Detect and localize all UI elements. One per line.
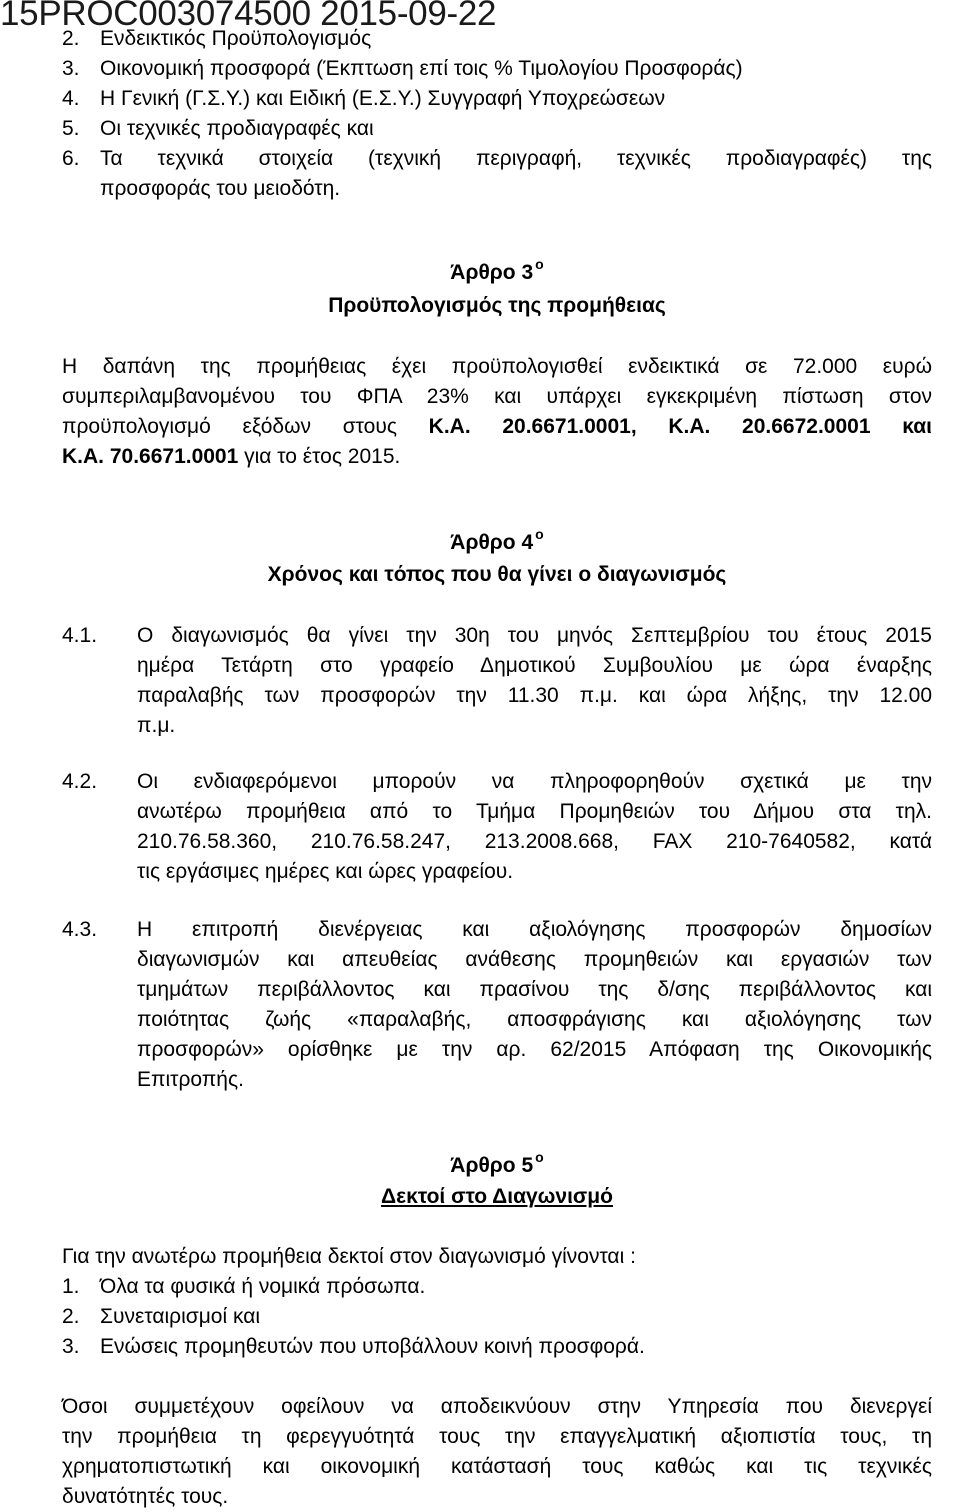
paragraph-4-1 bbox=[137, 621, 932, 741]
paragraph-number: 4.3. bbox=[62, 918, 98, 941]
paragraph-line: Ο διαγωνισμός θα γίνει την 30η του μηνός Σεπτεμβρίου του έτους 2015 bbox=[137, 624, 932, 647]
article-3-heading: Άρθρο 3 $^o$ bbox=[450, 256, 544, 284]
document-stamp: 15PROC003074500 2015-09-22 bbox=[0, 0, 497, 33]
list-item bbox=[62, 1272, 932, 1302]
paragraph-line: Επιτροπής. bbox=[137, 1068, 244, 1091]
paragraph-line: χρηματοπιστωτική και οικονομική κατάστασή τους καθώς και τις τεχνικές bbox=[62, 1455, 932, 1478]
article-5-list bbox=[62, 1272, 932, 1362]
paragraph-line: προϋπολογισμό εξόδων στους Κ.Α. 20.6671.0001, Κ.Α. 20.6672.0001 και bbox=[62, 415, 932, 438]
list-item-text: προσφοράς του μειοδότη. bbox=[100, 177, 341, 200]
paragraph-4-2 bbox=[137, 767, 932, 887]
list-item bbox=[62, 1302, 932, 1332]
list-item-text: Ενώσεις προμηθευτών που υποβάλλουν κοινή προσφορά. bbox=[100, 1335, 645, 1358]
article-5-heading: Άρθρο 5 $^o$ bbox=[450, 1149, 544, 1177]
paragraph-line: διαγωνισμών και απευθείας ανάθεσης προμηθειών και εργασιών των bbox=[137, 948, 932, 971]
list-item bbox=[62, 144, 932, 204]
paragraph-line: Η δαπάνη της προμήθειας έχει προϋπολογισθεί ενδεικτικά σε 72.000 ευρώ bbox=[62, 355, 932, 378]
list-item bbox=[62, 114, 932, 144]
list-item-text: Συνεταιρισμοί και bbox=[100, 1305, 261, 1328]
list-item-number: 3. bbox=[62, 57, 80, 80]
list-item bbox=[62, 1332, 932, 1362]
list-item-text: Ενδεικτικός Προϋπολογισμός bbox=[100, 27, 372, 50]
list-item bbox=[62, 84, 932, 114]
paragraph-line: Όσοι συμμετέχουν οφείλουν να αποδεικνύουν στην Υπηρεσία που διενεργεί bbox=[62, 1395, 932, 1418]
article-4-title: Χρόνος και τόπος που θα γίνει ο διαγωνισμός bbox=[267, 563, 727, 586]
paragraph-line: τμημάτων περιβάλλοντος και πρασίνου της δ/σης περιβάλλοντος και bbox=[137, 978, 932, 1001]
list-item-number: 3. bbox=[62, 1335, 80, 1358]
paragraph-4-3 bbox=[137, 915, 932, 1095]
paragraph-line: ποιότητας ζωής «παραλαβής, αποσφράγισης και αξιολόγησης των bbox=[137, 1008, 932, 1031]
article-5-closing bbox=[62, 1392, 932, 1512]
article-5-title: Δεκτοί στο Διαγωνισμό bbox=[381, 1185, 613, 1208]
list-item-number: 2. bbox=[62, 1305, 80, 1328]
article-3-title: Προϋπολογισμός της προμήθειας bbox=[328, 294, 666, 317]
list-item-text: Τα τεχνικά στοιχεία (τεχνική περιγραφή, τεχνικές προδιαγραφές) της bbox=[100, 147, 932, 170]
paragraph-line: Οι ενδιαφερόμενοι μπορούν να πληροφορηθούν σχετικά με την bbox=[137, 770, 932, 793]
list-item-text: Όλα τα φυσικά ή νομικά πρόσωπα. bbox=[100, 1275, 426, 1298]
paragraph-line: ημέρα Τετάρτη στο γραφείο Δημοτικού Συμβουλίου με ώρα έναρξης bbox=[137, 654, 932, 677]
paragraph-line: την προμήθεια τη φερεγγυότητά τους την επαγγελματική αξιοπιστία τους, τη bbox=[62, 1425, 932, 1448]
paragraph-number: 4.1. bbox=[62, 624, 98, 647]
paragraph-line: 210.76.58.360, 210.76.58.247, 213.2008.668, FAX 210-7640582, κατά bbox=[137, 830, 932, 853]
paragraph-line: τις εργάσιμες ημέρες και ώρες γραφείου. bbox=[137, 860, 514, 883]
paragraph-number: 4.2. bbox=[62, 770, 98, 793]
article-4-heading: Άρθρο 4 $^o$ bbox=[450, 526, 544, 554]
paragraph-line: παραλαβής των προσφορών την 11.30 π.μ. και ώρα λήξης, την 12.00 bbox=[137, 684, 932, 707]
list-item bbox=[62, 54, 932, 84]
paragraph-line: ανωτέρω προμήθεια από το Τμήμα Προμηθειών του Δήμου στα τηλ. bbox=[137, 800, 932, 823]
paragraph-line: δυνατότητές τους. bbox=[62, 1485, 229, 1508]
list-item-number: 4. bbox=[62, 87, 80, 110]
list-item-text: Οικονομική προσφορά (Έκπτωση επί τοις % Τιμολογίου Προσφοράς) bbox=[100, 57, 743, 80]
article-3-body bbox=[62, 352, 932, 472]
list-item-text: Η Γενική (Γ.Σ.Υ.) και Ειδική (Ε.Σ.Υ.) Συγγραφή Υποχρεώσεων bbox=[100, 87, 666, 110]
list-item-number: 1. bbox=[62, 1275, 80, 1298]
article-5-intro: Για την ανωτέρω προμήθεια δεκτοί στον διαγωνισμό γίνονται : bbox=[62, 1245, 636, 1268]
paragraph-line: προσφορών» ορίσθηκε με την αρ. 62/2015 Απόφαση της Οικονομικής bbox=[137, 1038, 932, 1061]
list-item-number: 6. bbox=[62, 147, 80, 170]
paragraph-line: συμπεριλαμβανομένου του ΦΠΑ 23% και υπάρχει εγκεκριμένη πίστωση στον bbox=[62, 385, 932, 408]
list-item-text: Οι τεχνικές προδιαγραφές και bbox=[100, 117, 374, 140]
paragraph-line: Η επιτροπή διενέργειας και αξιολόγησης προσφορών δημοσίων bbox=[137, 918, 932, 941]
list-item-number: 2. bbox=[62, 27, 80, 50]
top-list bbox=[62, 24, 932, 204]
paragraph-line: Κ.Α. 70.6671.0001 για το έτος 2015. bbox=[62, 445, 401, 468]
paragraph-line: π.μ. bbox=[137, 714, 176, 737]
list-item-number: 5. bbox=[62, 117, 80, 140]
